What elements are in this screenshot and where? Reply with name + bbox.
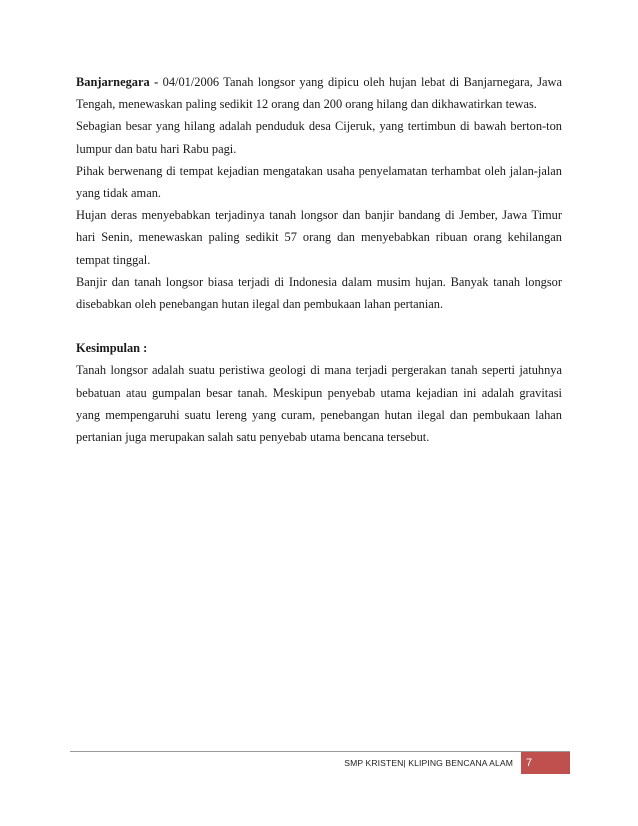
page-number: 7 — [526, 757, 533, 769]
document-body — [76, 71, 562, 448]
paragraph-jember: Hujan deras menyebabkan terjadinya tanah longsor dan banjir bandang di Jember, Jawa Timur hari Senin, menewaskan paling sedikit 57 orang dan menyebabkan ribuan orang kehilangan tempat tinggal. — [76, 208, 562, 267]
conclusion-heading: Kesimpulan : — [76, 341, 148, 356]
paragraph-text: 04/01/2006 Tanah longsor yang dipicu oleh hujan lebat di Banjarnegara, Jawa Tengah, menewaskan paling sedikit 12 orang dan 200 orang hilang dan dikhawatirkan tewas. — [76, 75, 562, 112]
paragraph-banjarnegara — [76, 71, 562, 115]
conclusion-text: Tanah longsor adalah suatu peristiwa geologi di mana terjadi pergerakan tanah seperti jatuhnya bebatuan atau gumpalan besar tanah. Meskipun penyebab utama kejadian ini adalah gravitasi yang mempengaruhi suatu lereng yang curam, penebangan hutan ilegal dan pembukaan lahan pertanian juga merupakan salah satu penyebab utama bencana tersebut. — [76, 363, 562, 445]
footer-title: SMP KRISTEN| KLIPING BENCANA ALAM — [344, 758, 513, 768]
location-label: Banjarnegara - — [76, 75, 163, 89]
section-spacer — [76, 315, 562, 337]
paragraph-season: Banjir dan tanah longsor biasa terjadi di Indonesia dalam musim hujan. Banyak tanah longsor disebabkan oleh penebangan hutan ilegal dan pembukaan lahan pertanian. — [76, 274, 562, 312]
paragraph-cijeruk: Sebagian besar yang hilang adalah penduduk desa Cijeruk, yang tertimbun di bawah berton-ton lumpur dan batu hari Rabu pagi. — [76, 119, 562, 156]
page-number-box — [521, 752, 570, 774]
paragraph-rescue: Pihak berwenang di tempat kejadian mengatakan usaha penyelamatan terhambat oleh jalan-jalan yang tidak aman. — [76, 163, 562, 201]
